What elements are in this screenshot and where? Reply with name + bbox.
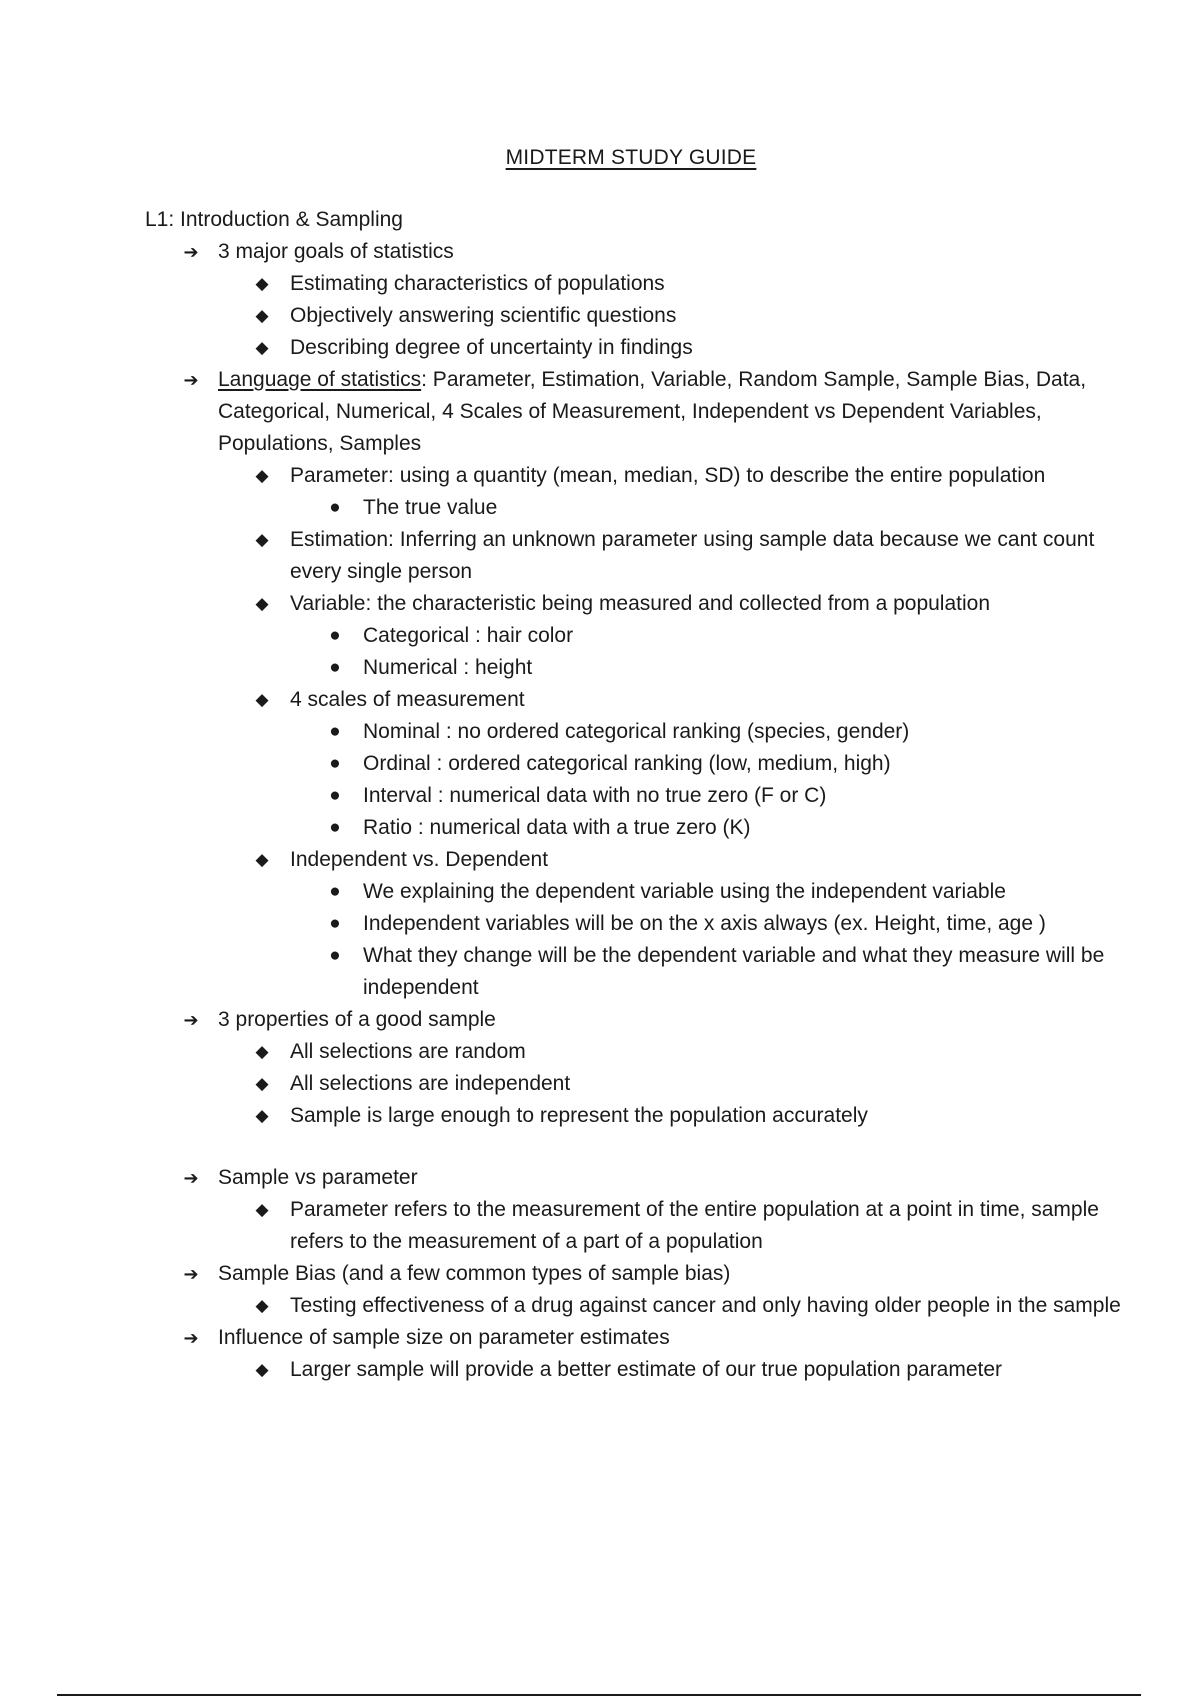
dot-bullet-icon: ●: [329, 881, 341, 902]
outline-item: [0, 236, 1138, 268]
good-sample-item: All selections are independent: [290, 1072, 571, 1095]
diamond-bullet-icon: ◆: [255, 1074, 269, 1093]
diamond-bullet-icon: ◆: [255, 1042, 269, 1061]
sample-vs-param-heading: Sample vs parameter: [218, 1166, 418, 1189]
scale-item: Nominal : no ordered categorical ranking (species, gender): [363, 720, 910, 743]
outline-subsubitem: [0, 780, 1148, 812]
outline-item: [0, 1258, 1138, 1290]
outline-subsubitem: [0, 908, 1148, 940]
outline-subitem: [0, 1290, 1150, 1322]
diamond-bullet-icon: ◆: [255, 1360, 269, 1379]
diamond-bullet-icon: ◆: [255, 1106, 269, 1125]
variable-example: Categorical : hair color: [363, 624, 574, 647]
outline-subsubitem: [0, 812, 1148, 844]
arrow-icon: ➔: [183, 1328, 199, 1348]
goals-heading: 3 major goals of statistics: [218, 240, 454, 263]
outline-item: [0, 364, 1138, 460]
dot-bullet-icon: ●: [329, 785, 341, 806]
dot-bullet-icon: ●: [329, 625, 341, 646]
outline-subsubitem: [0, 940, 1148, 1004]
arrow-icon: ➔: [183, 1010, 199, 1030]
sample-bias-heading: Sample Bias (and a few common types of sample bias): [218, 1262, 731, 1285]
outline-subitem: [0, 300, 1150, 332]
outline-subitem: [0, 1194, 1150, 1258]
arrow-icon: ➔: [183, 1168, 199, 1188]
spacer: [0, 1132, 1200, 1162]
goal-item: Objectively answering scientific questions: [290, 304, 677, 327]
scale-item: Interval : numerical data with no true zero (F or C): [363, 784, 827, 807]
dot-bullet-icon: ●: [329, 945, 341, 966]
goal-item: Describing degree of uncertainty in findings: [290, 336, 693, 359]
page-title: MIDTERM STUDY GUIDE: [505, 146, 757, 169]
outline-subitem: [0, 1100, 1150, 1132]
dot-bullet-icon: ●: [329, 913, 341, 934]
diamond-bullet-icon: ◆: [255, 850, 269, 869]
sample-size-item: Larger sample will provide a better estimate of our true population parameter: [290, 1358, 1003, 1381]
dot-bullet-icon: ●: [329, 657, 341, 678]
outline-subitem: [0, 524, 1150, 588]
estimation-definition: Estimation: Inferring an unknown parameter using sample data because we cant count every single person: [290, 528, 1095, 583]
parameter-note: The true value: [363, 496, 498, 519]
dot-bullet-icon: ●: [329, 721, 341, 742]
outline-item: [0, 1322, 1138, 1354]
outline-subsubitem: [0, 620, 1148, 652]
good-sample-heading: 3 properties of a good sample: [218, 1008, 496, 1031]
outline-subitem: [0, 1068, 1150, 1100]
outline-subsubitem: [0, 492, 1148, 524]
parameter-definition: Parameter: using a quantity (mean, median, SD) to describe the entire population: [290, 464, 1046, 487]
diamond-bullet-icon: ◆: [255, 338, 269, 357]
outline-subsubitem: [0, 716, 1148, 748]
variable-definition: Variable: the characteristic being measured and collected from a population: [290, 592, 991, 615]
diamond-bullet-icon: ◆: [255, 530, 269, 549]
outline-subitem: [0, 1036, 1150, 1068]
scale-item: Ordinal : ordered categorical ranking (low, medium, high): [363, 752, 891, 775]
diamond-bullet-icon: ◆: [255, 274, 269, 293]
outline-subitem: [0, 268, 1150, 300]
indep-item: What they change will be the dependent variable and what they measure will be independent: [363, 944, 1105, 999]
outline-subitem: [0, 1354, 1150, 1386]
variable-example: Numerical : height: [363, 656, 533, 679]
diamond-bullet-icon: ◆: [255, 466, 269, 485]
dot-bullet-icon: ●: [329, 817, 341, 838]
bottom-rule: [57, 1694, 1141, 1696]
outline-subitem: [0, 332, 1150, 364]
outline-subitem: [0, 684, 1150, 716]
good-sample-item: All selections are random: [290, 1040, 526, 1063]
diamond-bullet-icon: ◆: [255, 690, 269, 709]
outline: [0, 236, 1200, 1386]
arrow-icon: ➔: [183, 370, 199, 390]
diamond-bullet-icon: ◆: [255, 1296, 269, 1315]
diamond-bullet-icon: ◆: [255, 306, 269, 325]
language-text: : Parameter, Estimation, Variable, Random Sample, Sample Bias, Data, Categorical, Numerical, 4 Scales of Measurement, Independent vs Dependent Variables, Populations, Samples: [218, 368, 1087, 455]
diamond-bullet-icon: ◆: [255, 594, 269, 613]
indep-item: Independent variables will be on the x axis always (ex. Height, time, age ): [363, 912, 1046, 935]
outline-item: [0, 1004, 1138, 1036]
sample-bias-item: Testing effectiveness of a drug against cancer and only having older people in the sample: [290, 1294, 1121, 1317]
sample-vs-param-item: Parameter refers to the measurement of the entire population at a point in time, sample refers to the measurement of a part of a population: [290, 1198, 1099, 1253]
scale-item: Ratio : numerical data with a true zero (K): [363, 816, 751, 839]
goal-item: Estimating characteristics of populations: [290, 272, 665, 295]
indep-item: We explaining the dependent variable using the independent variable: [363, 880, 1006, 903]
section-heading: L1: Introduction & Sampling: [145, 208, 403, 231]
outline-subitem: [0, 844, 1150, 876]
outline-subitem: [0, 460, 1150, 492]
language-label: Language of statistics: [218, 368, 422, 391]
dot-bullet-icon: ●: [329, 497, 341, 518]
outline-subsubitem: [0, 748, 1148, 780]
diamond-bullet-icon: ◆: [255, 1200, 269, 1219]
outline-item: [0, 1162, 1138, 1194]
arrow-icon: ➔: [183, 1264, 199, 1284]
outline-subsubitem: [0, 876, 1148, 908]
dot-bullet-icon: ●: [329, 753, 341, 774]
scales-heading: 4 scales of measurement: [290, 688, 525, 711]
sample-size-heading: Influence of sample size on parameter estimates: [218, 1326, 670, 1349]
good-sample-item: Sample is large enough to represent the population accurately: [290, 1104, 868, 1127]
outline-subsubitem: [0, 652, 1148, 684]
arrow-icon: ➔: [183, 242, 199, 262]
outline-subitem: [0, 588, 1150, 620]
indep-heading: Independent vs. Dependent: [290, 848, 549, 871]
